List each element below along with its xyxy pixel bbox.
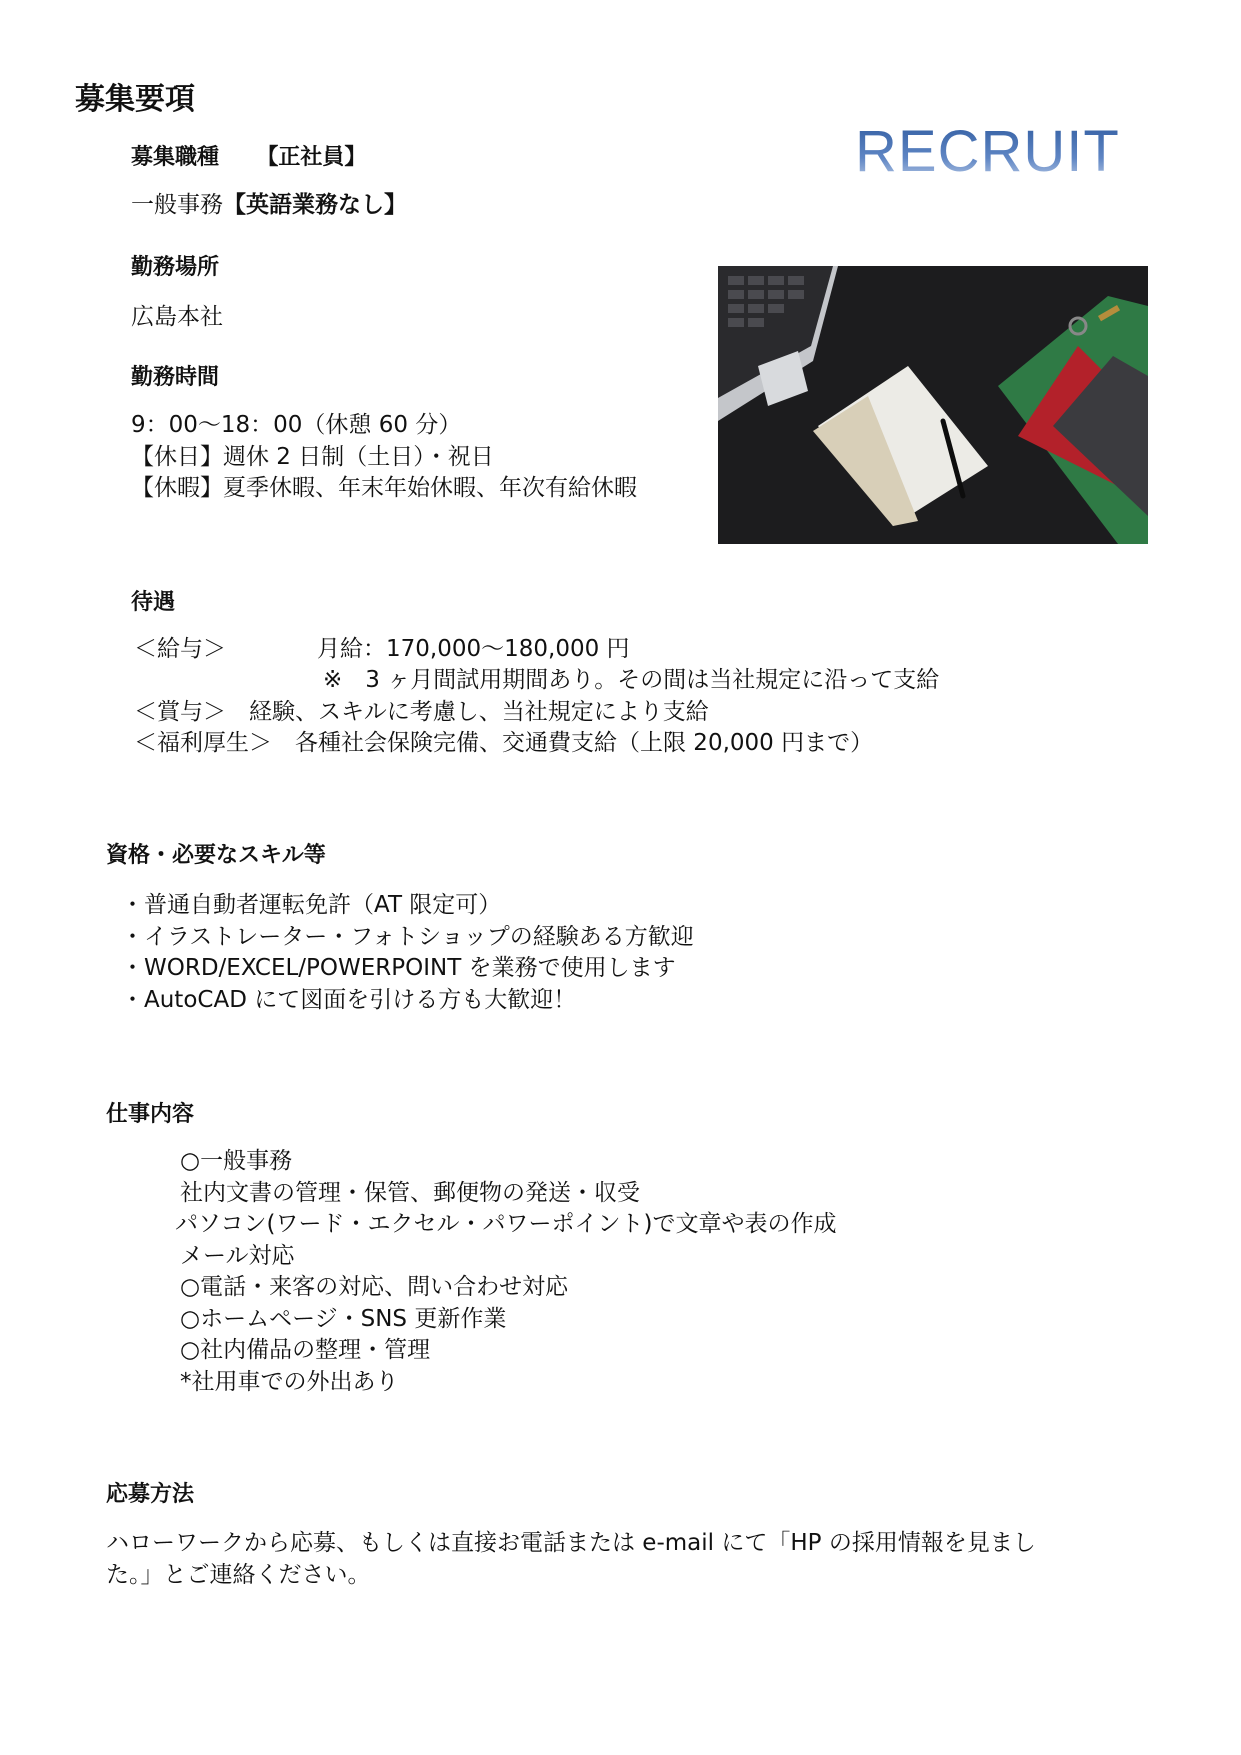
job-name [131,190,407,222]
salary-value: 月給：170,000～180,000 円 [317,636,630,662]
job-type-line [131,140,366,171]
duty-item: ○ホームページ・SNS 更新作業 [180,1305,507,1332]
bonus-line: ＜賞与＞ 経験、スキルに考慮し、当社規定により支給 [134,699,709,725]
recruit-logo: RECRUIT [855,119,1120,184]
salary-note: ※ 3 ヶ月間試用期間あり。その間は当社規定に沿って支給 [323,667,940,693]
welfare-line: ＜福利厚生＞ 各種社会保険完備、交通費支給（上限 20,000 円まで） [134,730,874,756]
duty-item: *社用車での外出あり [180,1368,399,1395]
duty-item: 社内文書の管理・保管、郵便物の発送・収受 [180,1179,640,1206]
duty-item: ○社内備品の整理・管理 [180,1337,431,1363]
duty-item: パソコン(ワード・エクセル・パワーポイント)で文章や表の作成 [175,1211,837,1237]
duty-item: ○一般事務 [180,1148,293,1174]
apply-line: ハローワークから応募、もしくは直接お電話または e-mail にて「HP の採用情報を見まし [106,1530,1036,1556]
location-heading: 勤務場所 [131,255,220,280]
apply-line: た。」とご連絡ください。 [106,1561,371,1588]
skill-item: ・AutoCAD にて図面を引ける方も大歓迎！ [121,986,577,1013]
location-value: 広島本社 [131,304,223,330]
desk-photo-illustration [718,266,1148,544]
hours-lines [131,410,637,505]
apply-heading: 応募方法 [106,1482,195,1507]
salary-label: ＜給与＞ [134,636,226,662]
skill-item: ・普通自動者運転免許（AT 限定可） [121,892,502,918]
duty-item: ○電話・来客の対応、問い合わせ対応 [180,1274,569,1300]
job-name-bold: 【英語業務なし】 [223,192,407,218]
skills-heading: 資格・必要なスキル等 [106,843,326,868]
skill-item: ・イラストレーター・フォトショップの経験ある方歓迎 [121,923,694,950]
duties-heading: 仕事内容 [106,1102,195,1127]
apply-text [106,1528,1036,1591]
job-type-label: 募集職種 [131,145,220,170]
page-title: 募集要項 [75,82,195,117]
vacation-line: 【休暇】夏季休暇、年末年始休暇、年次有給休暇 [131,475,637,501]
hours-heading: 勤務時間 [131,365,220,390]
job-type-value: 【正社員】 [256,145,367,170]
duties-list [175,1146,837,1398]
benefits-heading: 待遇 [131,590,176,615]
skill-item: ・WORD/EXCEL/POWERPOINT を業務で使用します [121,955,676,981]
desk-photo [718,266,1148,544]
job-name-plain: 一般事務 [131,192,223,218]
hours-line: 9：00～18：00（休憩 60 分） [131,412,462,438]
holiday-line: 【休日】週休 2 日制（土日）・祝日 [131,443,494,470]
duty-item: メール対応 [180,1242,295,1269]
skills-list [121,890,694,1016]
